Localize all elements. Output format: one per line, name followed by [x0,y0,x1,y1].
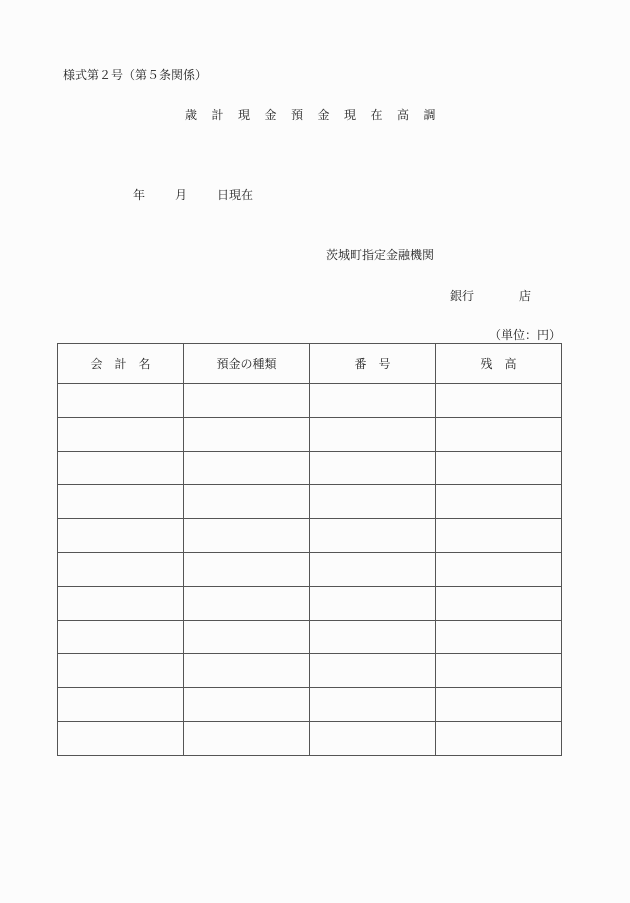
number-cell[interactable] [310,586,436,620]
number-cell[interactable] [310,654,436,688]
number-cell[interactable] [310,552,436,586]
table-row [58,721,562,755]
account-name-cell[interactable] [58,384,184,418]
number-cell[interactable] [310,485,436,519]
year-label: 年 [133,188,146,202]
bank-branch-line [450,287,531,304]
table-row [58,384,562,418]
account-name-cell[interactable] [58,417,184,451]
table-row [58,451,562,485]
title-char: 高 [397,108,410,122]
number-cell[interactable] [310,620,436,654]
account-name-cell[interactable] [58,688,184,722]
unit-note: （単位：円） [489,328,562,342]
table-row [58,688,562,722]
balance-cell[interactable] [436,519,562,553]
deposit-balance-table [57,343,562,756]
balance-cell[interactable] [436,384,562,418]
deposit-type-cell[interactable] [184,384,310,418]
table-row [58,485,562,519]
deposit-type-cell[interactable] [184,620,310,654]
deposit-type-cell[interactable] [184,552,310,586]
account-name-cell[interactable] [58,620,184,654]
deposit-type-cell[interactable] [184,451,310,485]
header-deposit-type: 預金の種類 [184,344,310,384]
balance-cell[interactable] [436,451,562,485]
account-name-cell[interactable] [58,552,184,586]
title-char: 預 [291,108,304,122]
number-cell[interactable] [310,519,436,553]
month-label: 月 [175,188,188,202]
balance-cell[interactable] [436,688,562,722]
table-row [58,552,562,586]
balance-cell[interactable] [436,654,562,688]
balance-cell[interactable] [436,721,562,755]
as-of-date-line [133,186,253,203]
number-cell[interactable] [310,384,436,418]
table-row [58,620,562,654]
deposit-type-cell[interactable] [184,688,310,722]
balance-cell[interactable] [436,586,562,620]
title-char: 調 [423,108,436,122]
table-row [58,519,562,553]
title-char: 在 [370,108,383,122]
title-char: 金 [264,108,277,122]
balance-cell[interactable] [436,620,562,654]
account-name-cell[interactable] [58,586,184,620]
deposit-type-cell[interactable] [184,586,310,620]
account-name-cell[interactable] [58,485,184,519]
number-cell[interactable] [310,451,436,485]
deposit-type-cell[interactable] [184,417,310,451]
deposit-type-cell[interactable] [184,654,310,688]
account-name-cell[interactable] [58,519,184,553]
table-body [58,384,562,756]
account-name-cell[interactable] [58,451,184,485]
title-char: 計 [211,108,224,122]
number-cell[interactable] [310,688,436,722]
header-balance: 残 高 [436,344,562,384]
deposit-type-cell[interactable] [184,519,310,553]
bank-label: 銀行 [450,289,475,303]
designated-bank-label: 茨城町指定金融機関 [326,248,435,262]
header-account-name: 会 計 名 [58,344,184,384]
document-title [185,106,450,123]
title-char: 現 [344,108,357,122]
number-cell[interactable] [310,417,436,451]
account-name-cell[interactable] [58,721,184,755]
table-row [58,586,562,620]
day-label: 日現在 [217,188,254,202]
deposit-type-cell[interactable] [184,485,310,519]
title-char: 現 [238,108,251,122]
title-char: 金 [317,108,330,122]
number-cell[interactable] [310,721,436,755]
form-number: 様式第２号（第５条関係） [63,68,208,82]
header-number: 番 号 [310,344,436,384]
table-header-row [58,344,562,384]
balance-cell[interactable] [436,417,562,451]
branch-label: 店 [519,289,532,303]
table-row [58,654,562,688]
title-char: 歳 [185,108,198,122]
account-name-cell[interactable] [58,654,184,688]
balance-cell[interactable] [436,485,562,519]
table-row [58,417,562,451]
balance-cell[interactable] [436,552,562,586]
deposit-type-cell[interactable] [184,721,310,755]
